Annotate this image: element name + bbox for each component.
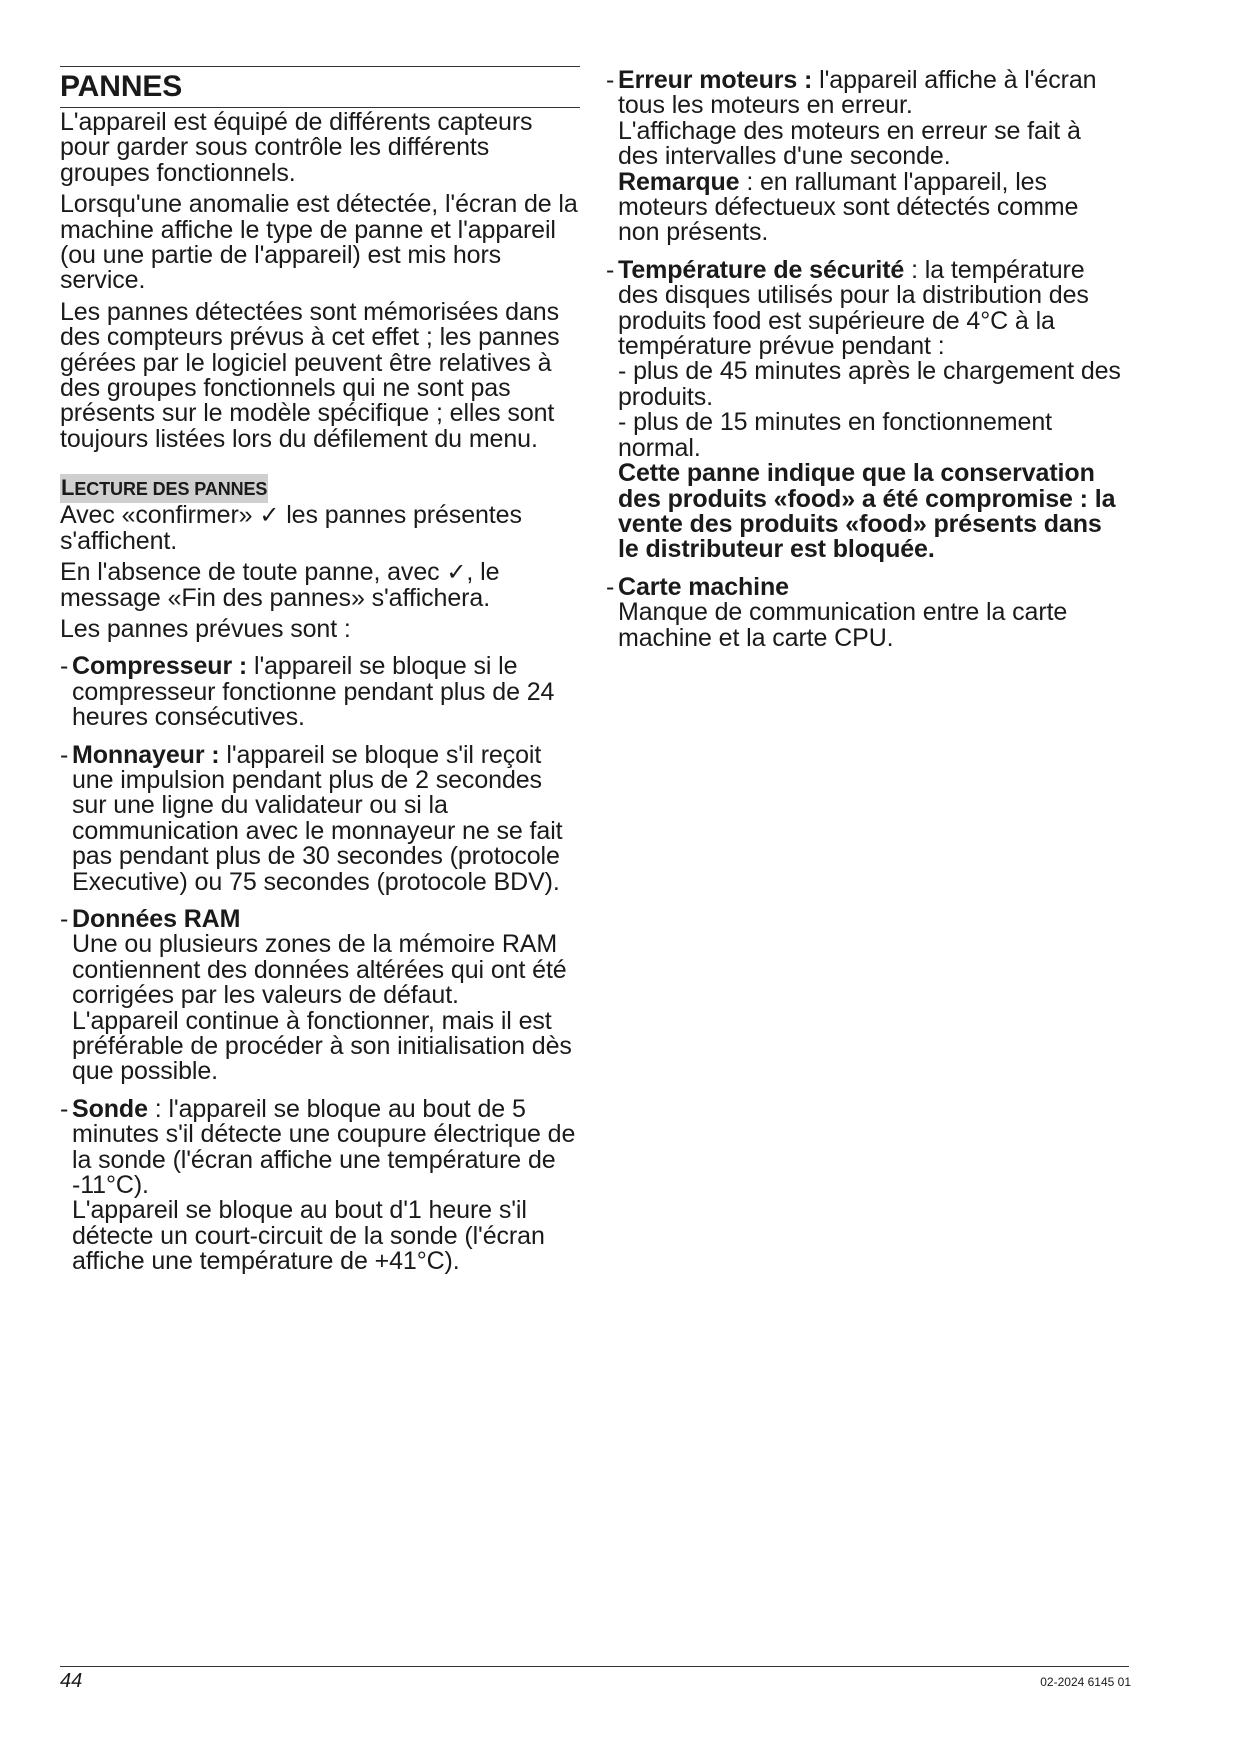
- bullet-dash: -: [60, 904, 69, 933]
- list-item-sonde: [60, 1094, 580, 1276]
- section-heading: [60, 474, 268, 503]
- item-label: Compresseur :: [72, 652, 248, 681]
- intro-paragraph: L'appareil est équipé de différents capteurs pour garder sous contrôle les différents groupes fonctionnels.: [60, 108, 533, 187]
- list-item-temperature-securite: [606, 255, 1126, 564]
- intro-paragraph: Lorsqu'une anomalie est détectée, l'écran de la machine affiche le type de panne et l'appareil (ou une partie de l'appareil) est mis hors service.: [60, 190, 578, 295]
- bullet-dash: -: [60, 1094, 69, 1123]
- item-label: Données RAM: [72, 904, 241, 933]
- list-item-donnees-ram: [60, 904, 580, 1086]
- footer-divider: [60, 1666, 1129, 1667]
- document-code: 02-2024 6145 01: [1040, 1675, 1131, 1689]
- item-text: - plus de 45 minutes après le chargement des produits.: [618, 357, 1121, 411]
- list-item-compresseur: [60, 654, 580, 730]
- list-item-carte-machine: [606, 572, 1126, 652]
- bullet-dash: -: [60, 740, 69, 769]
- item-label: Sonde: [72, 1094, 148, 1123]
- title-block: [60, 66, 580, 108]
- item-text: Manque de communication entre la carte machine et la carte CPU.: [618, 598, 1068, 652]
- item-text: L'appareil continue à fonctionner, mais il est préférable de procéder à son initialisation dès que possible.: [72, 1006, 572, 1086]
- item-text: Une ou plusieurs zones de la mémoire RAM contiennent des données altérées qui ont été corrigées par les valeurs de défaut.: [72, 930, 567, 1010]
- page-title: PANNES: [60, 70, 183, 103]
- section-heading-initial: L: [61, 475, 75, 501]
- bullet-dash: -: [606, 255, 615, 284]
- warning-text: Cette panne indique que la conservation des produits «food» a été compromise : la vente des produits «food» présents dans le distributeur est bloquée.: [618, 459, 1116, 564]
- section-heading-rest: ECTURE DES PANNES: [74, 479, 268, 500]
- list-item-erreur-moteurs: [606, 68, 1126, 246]
- section-paragraph: Les pannes prévues sont :: [60, 614, 351, 643]
- check-icon: ✓: [259, 501, 280, 530]
- note-label: Remarque: [618, 167, 740, 196]
- item-label: Monnayeur :: [72, 740, 220, 769]
- section-paragraph: En l'absence de toute panne, avec ✓, le message «Fin des pannes» s'affichera.: [60, 558, 500, 612]
- item-text: - plus de 15 minutes en fonctionnement normal.: [618, 408, 1052, 462]
- right-column: [606, 68, 1126, 663]
- item-text: l'appareil affiche à l'écran tous les moteurs en erreur.: [618, 66, 1097, 120]
- item-label: Température de sécurité: [618, 255, 905, 284]
- item-label: Erreur moteurs :: [618, 66, 813, 94]
- item-text: : l'appareil se bloque au bout de 5 minutes s'il détecte une coupure électrique de la sonde (l'écran affiche une température de -11°C).: [72, 1094, 576, 1200]
- item-text: L'appareil se bloque au bout d'1 heure s'il détecte un court-circuit de la sonde (l'écran affiche une température de +41°C).: [72, 1196, 545, 1276]
- bullet-dash: -: [606, 572, 615, 601]
- note-text: : en rallumant l'appareil, les moteurs défectueux sont détectés comme non présents.: [618, 167, 1079, 247]
- page-number: 44: [60, 1670, 83, 1692]
- list-item-monnayeur: [60, 740, 580, 896]
- item-text: l'appareil se bloque si le compresseur fonctionne pendant plus de 24 heures consécutives.: [72, 652, 555, 732]
- bullet-dash: -: [606, 66, 615, 94]
- bullet-dash: -: [60, 652, 69, 681]
- item-text: : la température des disques utilisés pour la distribution des produits food est supérieure de 4°C à la température prévue pendant :: [618, 255, 1089, 361]
- item-label: Carte machine: [618, 572, 789, 601]
- item-text: l'appareil se bloque s'il reçoit une impulsion pendant plus de 2 secondes sur une ligne du validateur ou si la communication avec le monnayeur ne se fait pas pendant plus de 30 secondes (protocole Executive) ou 75 secondes (protocole BDV).: [72, 740, 563, 896]
- intro-paragraph: Les pannes détectées sont mémorisées dans des compteurs prévus à cet effet ; les pannes gérées par le logiciel peuvent être relatives à des groupes fonctionnels qui ne sont pas présents sur le modèle spécifique ; elles sont toujours listées lors du défilement du menu.: [60, 297, 560, 453]
- check-icon: ✓: [446, 558, 467, 587]
- section-paragraph: Avec «confirmer» ✓ les pannes présentes s'affichent.: [60, 501, 522, 555]
- item-text: L'affichage des moteurs en erreur se fait à des intervalles d'une seconde.: [618, 116, 1081, 171]
- left-column: [60, 66, 580, 1287]
